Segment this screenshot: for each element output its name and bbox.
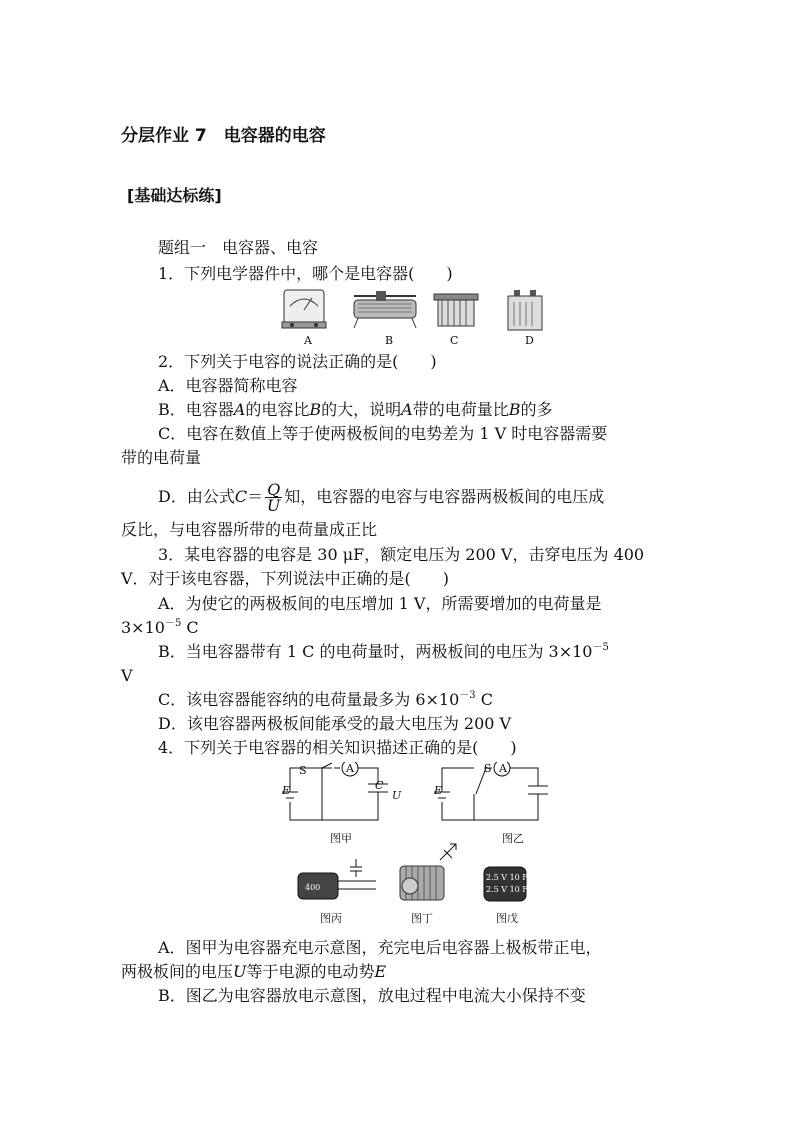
supercapacitor-marking-line2: 2.5 V 10 F <box>486 885 528 894</box>
q1-label-c: C <box>450 334 459 347</box>
page-title: 分层作业 7 电容器的电容 <box>121 126 326 146</box>
variable-capacitor-image <box>390 842 460 908</box>
q1-label-d: D <box>525 334 534 347</box>
section-heading: [基础达标练] <box>127 186 222 205</box>
circuit-jia-diagram <box>278 762 408 826</box>
q3-option-b-line2: V <box>121 666 133 685</box>
yi-ammeter-label: A <box>499 762 507 775</box>
q3-stem-line1: 3．某电容器的电容是 30 μF，额定电压为 200 V，击穿电压为 400 <box>158 545 645 564</box>
q3-option-b-line1: B．当电容器带有 1 C 的电荷量时，两极板间的电压为 $3\times 10^{-5}$ <box>158 642 609 661</box>
q1-label-b: B <box>385 334 394 347</box>
q2-option-d-line2: 反比，与电容器所带的电荷量成正比 <box>121 520 378 539</box>
supercapacitor-marking-line1: 2.5 V 10 F <box>486 873 528 882</box>
jia-voltage-label: U <box>392 789 402 802</box>
q4-option-a-line1: A．图甲为电容器充电示意图，充完电后电容器上极板带正电， <box>158 938 602 957</box>
caption-fig-jia: 图甲 <box>330 832 352 845</box>
q3-option-d: D．该电容器两极板间能承受的最大电压为 200 V <box>158 714 512 733</box>
yi-switch-label: S <box>484 762 492 775</box>
rheostat-device-image <box>354 291 416 328</box>
coil-device-image <box>434 294 478 326</box>
q2-option-c-line2: 带的电荷量 <box>121 448 202 467</box>
q4-option-a-line2: 两极板间的电压U等于电源的电动势E <box>121 962 387 981</box>
meter-device-image <box>282 290 326 328</box>
q3-option-c: C．该电容器能容纳的电荷量最多为 $6\times 10^{-3}$ C <box>158 690 493 709</box>
q2-stem: 2．下列关于电容的说法正确的是( ) <box>158 352 437 371</box>
q2-option-d-line1: D．由公式C＝ $\frac{Q}{U}$ 知，电容器的电容与电容器两极板间的电压成 <box>158 480 605 515</box>
jia-switch-label: S <box>299 764 307 777</box>
yi-emf-label: E <box>434 784 443 797</box>
jia-capacitor-label: C <box>375 779 384 792</box>
battery-device-image <box>508 290 542 330</box>
q3-option-a-line2: $3\times 10^{-5}$ C <box>121 618 199 637</box>
q3-stem-line2: V．对于该电容器，下列说法中正确的是( ) <box>121 569 450 588</box>
q1-label-a: A <box>304 334 312 347</box>
q1-stem: 1．下列电学器件中，哪个是电容器( ) <box>158 264 453 283</box>
q2-option-a: A．电容器简称电容 <box>158 376 298 395</box>
electrolytic-capacitor-image <box>294 855 380 905</box>
formula-fraction: $\frac{Q}{U}$ <box>266 480 281 515</box>
circuit-yi-diagram <box>430 762 560 826</box>
caption-fig-wu: 图戊 <box>496 912 518 925</box>
q4-option-b: B．图乙为电容器放电示意图，放电过程中电流大小保持不变 <box>158 986 586 1005</box>
q2-option-b: B．电容器A的电容比B的大，说明A带的电荷量比B的多 <box>158 400 553 419</box>
q1-devices-figure <box>278 286 548 348</box>
group-heading: 题组一 电容器、电容 <box>158 238 319 257</box>
jia-emf-label: E <box>282 784 291 797</box>
caption-fig-bing: 图丙 <box>320 912 342 925</box>
q3-option-a-line1: A．为使它的两极板间的电压增加 1 V，所需要增加的电荷量是 <box>158 594 602 613</box>
jia-ammeter-label: A <box>346 762 354 775</box>
q4-stem: 4．下列关于电容器的相关知识描述正确的是( ) <box>158 738 517 757</box>
q2-option-c-line1: C．电容在数值上等于使两极板间的电势差为 1 V 时电容器需要 <box>158 424 608 443</box>
caption-fig-ding: 图丁 <box>411 912 433 925</box>
caption-fig-yi: 图乙 <box>502 832 524 845</box>
electrolytic-capacitor-marking: 400 <box>305 883 321 892</box>
